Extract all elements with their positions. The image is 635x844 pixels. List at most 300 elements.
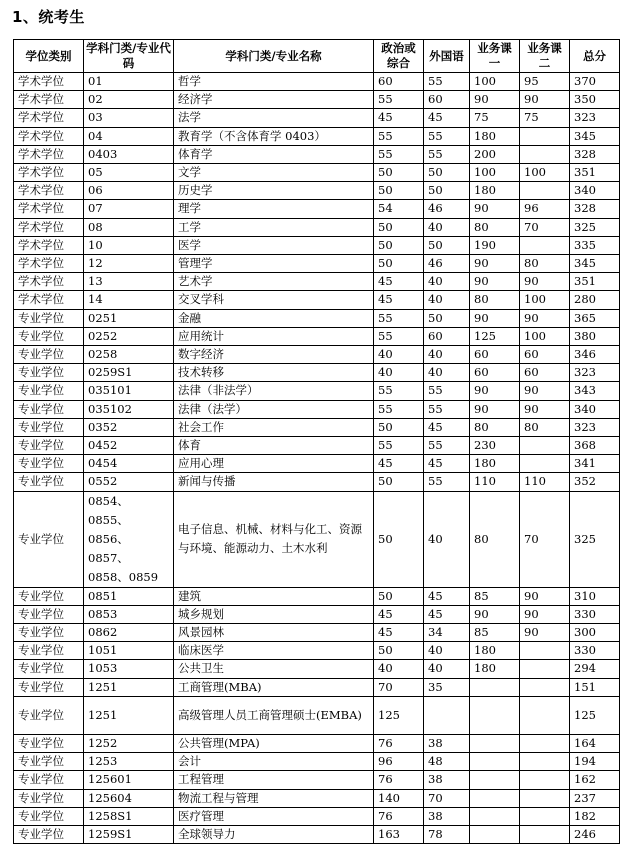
total-cell: 380 [570, 327, 620, 345]
course-2-cell: 95 [520, 73, 570, 91]
course-2-cell: 96 [520, 200, 570, 218]
course-2-cell [520, 807, 570, 825]
code-cell: 1251 [84, 678, 174, 696]
total-cell: 343 [570, 382, 620, 400]
foreign-language-cell: 46 [424, 200, 470, 218]
politics-cell: 50 [374, 164, 424, 182]
course-2-cell [520, 145, 570, 163]
total-cell: 323 [570, 364, 620, 382]
code-cell: 13 [84, 273, 174, 291]
name-cell: 电子信息、机械、材料与化工、资源与环境、能源动力、土木水利 [174, 491, 374, 587]
degree-type-cell: 专业学位 [14, 678, 84, 696]
name-cell: 管理学 [174, 255, 374, 273]
degree-type-cell: 专业学位 [14, 400, 84, 418]
table-row [14, 145, 620, 163]
politics-cell: 40 [374, 346, 424, 364]
degree-type-cell: 学术学位 [14, 164, 84, 182]
politics-cell: 163 [374, 825, 424, 843]
course-1-cell: 180 [470, 455, 520, 473]
politics-cell: 50 [374, 236, 424, 254]
course-2-cell [520, 236, 570, 254]
politics-cell: 50 [374, 182, 424, 200]
code-cell: 14 [84, 291, 174, 309]
header-code: 学科门类/专业代码 [84, 40, 174, 73]
code-cell: 035101 [84, 382, 174, 400]
politics-cell: 45 [374, 273, 424, 291]
course-1-cell: 100 [470, 73, 520, 91]
code-cell: 1053 [84, 660, 174, 678]
course-1-cell: 60 [470, 346, 520, 364]
degree-type-cell: 学术学位 [14, 273, 84, 291]
course-2-cell [520, 678, 570, 696]
politics-cell: 76 [374, 807, 424, 825]
degree-type-cell: 专业学位 [14, 771, 84, 789]
course-1-cell: 180 [470, 642, 520, 660]
foreign-language-cell: 55 [424, 473, 470, 491]
degree-type-cell: 专业学位 [14, 624, 84, 642]
code-cell: 0853 [84, 605, 174, 623]
degree-type-cell: 专业学位 [14, 642, 84, 660]
course-2-cell: 70 [520, 218, 570, 236]
course-1-cell: 180 [470, 660, 520, 678]
course-2-cell: 100 [520, 164, 570, 182]
politics-cell: 76 [374, 771, 424, 789]
name-cell: 医疗管理 [174, 807, 374, 825]
total-cell: 345 [570, 255, 620, 273]
course-1-cell: 190 [470, 236, 520, 254]
foreign-language-cell: 34 [424, 624, 470, 642]
name-cell: 风景园林 [174, 624, 374, 642]
course-2-cell [520, 660, 570, 678]
table-row [14, 789, 620, 807]
foreign-language-cell: 50 [424, 164, 470, 182]
course-2-cell: 100 [520, 291, 570, 309]
code-cell: 1258S1 [84, 807, 174, 825]
name-cell: 医学 [174, 236, 374, 254]
total-cell: 151 [570, 678, 620, 696]
name-cell: 全球领导力 [174, 825, 374, 843]
table-row [14, 182, 620, 200]
name-cell: 金融 [174, 309, 374, 327]
course-1-cell: 90 [470, 605, 520, 623]
total-cell: 351 [570, 164, 620, 182]
code-cell: 02 [84, 91, 174, 109]
politics-cell: 45 [374, 455, 424, 473]
foreign-language-cell: 40 [424, 346, 470, 364]
name-cell: 历史学 [174, 182, 374, 200]
table-row [14, 455, 620, 473]
code-cell: 10 [84, 236, 174, 254]
degree-type-cell: 学术学位 [14, 109, 84, 127]
foreign-language-cell: 40 [424, 660, 470, 678]
politics-cell: 45 [374, 291, 424, 309]
name-cell: 城乡规划 [174, 605, 374, 623]
name-cell: 体育 [174, 437, 374, 455]
course-1-cell: 75 [470, 109, 520, 127]
politics-cell: 50 [374, 255, 424, 273]
total-cell: 310 [570, 587, 620, 605]
degree-type-cell: 学术学位 [14, 91, 84, 109]
course-1-cell [470, 789, 520, 807]
politics-cell: 45 [374, 624, 424, 642]
table-row [14, 236, 620, 254]
name-cell: 法律（法学） [174, 400, 374, 418]
table-row [14, 418, 620, 436]
course-1-cell: 90 [470, 273, 520, 291]
code-cell: 1253 [84, 753, 174, 771]
name-cell: 应用心理 [174, 455, 374, 473]
foreign-language-cell: 50 [424, 182, 470, 200]
course-1-cell: 60 [470, 364, 520, 382]
degree-type-cell: 学术学位 [14, 127, 84, 145]
politics-cell: 55 [374, 400, 424, 418]
course-1-cell: 85 [470, 587, 520, 605]
course-2-cell: 80 [520, 418, 570, 436]
table-row [14, 437, 620, 455]
foreign-language-cell: 40 [424, 642, 470, 660]
foreign-language-cell: 45 [424, 605, 470, 623]
foreign-language-cell: 60 [424, 327, 470, 345]
course-2-cell: 90 [520, 382, 570, 400]
code-cell: 1252 [84, 734, 174, 752]
politics-cell: 76 [374, 734, 424, 752]
politics-cell: 45 [374, 605, 424, 623]
politics-cell: 40 [374, 364, 424, 382]
course-2-cell: 75 [520, 109, 570, 127]
course-1-cell [470, 825, 520, 843]
total-cell: 345 [570, 127, 620, 145]
foreign-language-cell: 78 [424, 825, 470, 843]
name-cell: 新闻与传播 [174, 473, 374, 491]
table-row [14, 491, 620, 587]
code-cell: 0454 [84, 455, 174, 473]
course-2-cell [520, 789, 570, 807]
table-row [14, 109, 620, 127]
degree-type-cell: 学术学位 [14, 200, 84, 218]
total-cell: 323 [570, 418, 620, 436]
total-cell: 280 [570, 291, 620, 309]
foreign-language-cell: 45 [424, 455, 470, 473]
course-2-cell [520, 696, 570, 734]
code-cell: 125601 [84, 771, 174, 789]
total-cell: 340 [570, 182, 620, 200]
foreign-language-cell: 45 [424, 418, 470, 436]
table-body [14, 73, 620, 844]
politics-cell: 55 [374, 145, 424, 163]
course-1-cell [470, 807, 520, 825]
foreign-language-cell: 55 [424, 73, 470, 91]
code-cell: 0403 [84, 145, 174, 163]
course-2-cell [520, 455, 570, 473]
code-cell: 0862 [84, 624, 174, 642]
table-row [14, 291, 620, 309]
foreign-language-cell: 55 [424, 127, 470, 145]
course-2-cell [520, 825, 570, 843]
course-2-cell: 90 [520, 400, 570, 418]
code-cell: 12 [84, 255, 174, 273]
code-cell: 1051 [84, 642, 174, 660]
course-2-cell: 90 [520, 605, 570, 623]
header-row [14, 40, 620, 73]
course-2-cell [520, 771, 570, 789]
degree-type-cell: 专业学位 [14, 825, 84, 843]
name-cell: 工商管理(MBA) [174, 678, 374, 696]
course-1-cell [470, 696, 520, 734]
total-cell: 294 [570, 660, 620, 678]
politics-cell: 60 [374, 73, 424, 91]
course-2-cell: 90 [520, 309, 570, 327]
politics-cell: 125 [374, 696, 424, 734]
name-cell: 理学 [174, 200, 374, 218]
name-cell: 工学 [174, 218, 374, 236]
degree-type-cell: 专业学位 [14, 364, 84, 382]
table-row [14, 753, 620, 771]
header-degree-type: 学位类别 [14, 40, 84, 73]
name-cell: 物流工程与管理 [174, 789, 374, 807]
course-1-cell: 90 [470, 382, 520, 400]
politics-cell: 55 [374, 437, 424, 455]
name-cell: 高级管理人员工商管理硕士(EMBA) [174, 696, 374, 734]
code-cell: 1251 [84, 696, 174, 734]
code-cell: 06 [84, 182, 174, 200]
name-cell: 体育学 [174, 145, 374, 163]
table-row [14, 382, 620, 400]
name-cell: 技术转移 [174, 364, 374, 382]
code-cell: 0851 [84, 587, 174, 605]
total-cell: 341 [570, 455, 620, 473]
total-cell: 237 [570, 789, 620, 807]
degree-type-cell: 专业学位 [14, 418, 84, 436]
total-cell: 365 [570, 309, 620, 327]
table-row [14, 825, 620, 843]
degree-type-cell: 学术学位 [14, 73, 84, 91]
degree-type-cell: 专业学位 [14, 587, 84, 605]
degree-type-cell: 专业学位 [14, 309, 84, 327]
code-cell: 03 [84, 109, 174, 127]
foreign-language-cell: 55 [424, 400, 470, 418]
course-2-cell: 90 [520, 587, 570, 605]
course-2-cell [520, 437, 570, 455]
total-cell: 246 [570, 825, 620, 843]
table-row [14, 696, 620, 734]
course-2-cell [520, 642, 570, 660]
degree-type-cell: 专业学位 [14, 807, 84, 825]
table-row [14, 642, 620, 660]
header-course-1: 业务课一 [470, 40, 520, 73]
total-cell: 330 [570, 605, 620, 623]
table-row [14, 127, 620, 145]
total-cell: 330 [570, 642, 620, 660]
table-row [14, 364, 620, 382]
table-row [14, 346, 620, 364]
name-cell: 法学 [174, 109, 374, 127]
course-1-cell: 90 [470, 255, 520, 273]
code-cell: 0854、0855、0856、0857、0858、0859 [84, 491, 174, 587]
table-row [14, 605, 620, 623]
foreign-language-cell: 55 [424, 382, 470, 400]
course-1-cell: 180 [470, 127, 520, 145]
foreign-language-cell: 70 [424, 789, 470, 807]
foreign-language-cell: 40 [424, 291, 470, 309]
course-2-cell: 110 [520, 473, 570, 491]
code-cell: 08 [84, 218, 174, 236]
politics-cell: 50 [374, 418, 424, 436]
code-cell: 0452 [84, 437, 174, 455]
name-cell: 法律（非法学） [174, 382, 374, 400]
table-row [14, 255, 620, 273]
header-politics: 政治或综合 [374, 40, 424, 73]
degree-type-cell: 专业学位 [14, 473, 84, 491]
politics-cell: 96 [374, 753, 424, 771]
course-2-cell [520, 127, 570, 145]
course-1-cell [470, 678, 520, 696]
course-1-cell [470, 753, 520, 771]
degree-type-cell: 专业学位 [14, 455, 84, 473]
table-row [14, 164, 620, 182]
table-row [14, 91, 620, 109]
total-cell: 194 [570, 753, 620, 771]
foreign-language-cell: 45 [424, 109, 470, 127]
foreign-language-cell: 48 [424, 753, 470, 771]
politics-cell: 55 [374, 327, 424, 345]
foreign-language-cell: 55 [424, 145, 470, 163]
politics-cell: 54 [374, 200, 424, 218]
table-row [14, 327, 620, 345]
name-cell: 公共卫生 [174, 660, 374, 678]
name-cell: 数字经济 [174, 346, 374, 364]
total-cell: 346 [570, 346, 620, 364]
code-cell: 035102 [84, 400, 174, 418]
table-row [14, 807, 620, 825]
degree-type-cell: 学术学位 [14, 291, 84, 309]
degree-type-cell: 学术学位 [14, 218, 84, 236]
total-cell: 370 [570, 73, 620, 91]
course-1-cell: 85 [470, 624, 520, 642]
foreign-language-cell: 45 [424, 587, 470, 605]
code-cell: 0251 [84, 309, 174, 327]
name-cell: 文学 [174, 164, 374, 182]
code-cell: 1259S1 [84, 825, 174, 843]
foreign-language-cell: 55 [424, 437, 470, 455]
course-1-cell: 90 [470, 91, 520, 109]
code-cell: 125604 [84, 789, 174, 807]
foreign-language-cell: 40 [424, 218, 470, 236]
table-row [14, 678, 620, 696]
foreign-language-cell: 38 [424, 807, 470, 825]
table-row [14, 400, 620, 418]
total-cell: 162 [570, 771, 620, 789]
course-1-cell: 125 [470, 327, 520, 345]
table-row [14, 200, 620, 218]
total-cell: 350 [570, 91, 620, 109]
course-1-cell: 90 [470, 309, 520, 327]
total-cell: 325 [570, 218, 620, 236]
politics-cell: 50 [374, 473, 424, 491]
course-1-cell: 110 [470, 473, 520, 491]
course-1-cell: 80 [470, 291, 520, 309]
politics-cell: 55 [374, 127, 424, 145]
course-2-cell [520, 734, 570, 752]
foreign-language-cell: 40 [424, 491, 470, 587]
foreign-language-cell: 38 [424, 771, 470, 789]
politics-cell: 50 [374, 587, 424, 605]
name-cell: 建筑 [174, 587, 374, 605]
course-1-cell: 90 [470, 400, 520, 418]
politics-cell: 55 [374, 309, 424, 327]
course-1-cell [470, 734, 520, 752]
code-cell: 07 [84, 200, 174, 218]
table-row [14, 309, 620, 327]
code-cell: 05 [84, 164, 174, 182]
course-2-cell: 90 [520, 624, 570, 642]
politics-cell: 50 [374, 642, 424, 660]
course-1-cell: 100 [470, 164, 520, 182]
degree-type-cell: 专业学位 [14, 346, 84, 364]
total-cell: 125 [570, 696, 620, 734]
total-cell: 351 [570, 273, 620, 291]
course-1-cell: 180 [470, 182, 520, 200]
table-row [14, 218, 620, 236]
course-2-cell: 60 [520, 346, 570, 364]
degree-type-cell: 专业学位 [14, 696, 84, 734]
name-cell: 临床医学 [174, 642, 374, 660]
table-row [14, 771, 620, 789]
foreign-language-cell: 50 [424, 309, 470, 327]
table-row [14, 734, 620, 752]
table-row [14, 660, 620, 678]
table-row [14, 624, 620, 642]
course-2-cell: 60 [520, 364, 570, 382]
course-2-cell: 90 [520, 273, 570, 291]
foreign-language-cell: 40 [424, 364, 470, 382]
politics-cell: 55 [374, 382, 424, 400]
course-1-cell: 230 [470, 437, 520, 455]
degree-type-cell: 专业学位 [14, 382, 84, 400]
score-table [13, 39, 620, 844]
table-row [14, 473, 620, 491]
total-cell: 335 [570, 236, 620, 254]
course-1-cell [470, 771, 520, 789]
total-cell: 340 [570, 400, 620, 418]
foreign-language-cell: 46 [424, 255, 470, 273]
course-2-cell: 80 [520, 255, 570, 273]
politics-cell: 50 [374, 491, 424, 587]
course-1-cell: 90 [470, 200, 520, 218]
code-cell: 01 [84, 73, 174, 91]
politics-cell: 140 [374, 789, 424, 807]
course-1-cell: 80 [470, 418, 520, 436]
degree-type-cell: 学术学位 [14, 255, 84, 273]
total-cell: 164 [570, 734, 620, 752]
header-course-2: 业务课二 [520, 40, 570, 73]
course-2-cell: 70 [520, 491, 570, 587]
name-cell: 教育学（不含体育学 0403） [174, 127, 374, 145]
degree-type-cell: 专业学位 [14, 660, 84, 678]
name-cell: 艺术学 [174, 273, 374, 291]
name-cell: 哲学 [174, 73, 374, 91]
total-cell: 368 [570, 437, 620, 455]
degree-type-cell: 专业学位 [14, 437, 84, 455]
name-cell: 工程管理 [174, 771, 374, 789]
degree-type-cell: 学术学位 [14, 145, 84, 163]
name-cell: 经济学 [174, 91, 374, 109]
foreign-language-cell: 60 [424, 91, 470, 109]
course-2-cell [520, 182, 570, 200]
header-name: 学科门类/专业名称 [174, 40, 374, 73]
code-cell: 0552 [84, 473, 174, 491]
course-2-cell: 90 [520, 91, 570, 109]
header-foreign-language: 外国语 [424, 40, 470, 73]
